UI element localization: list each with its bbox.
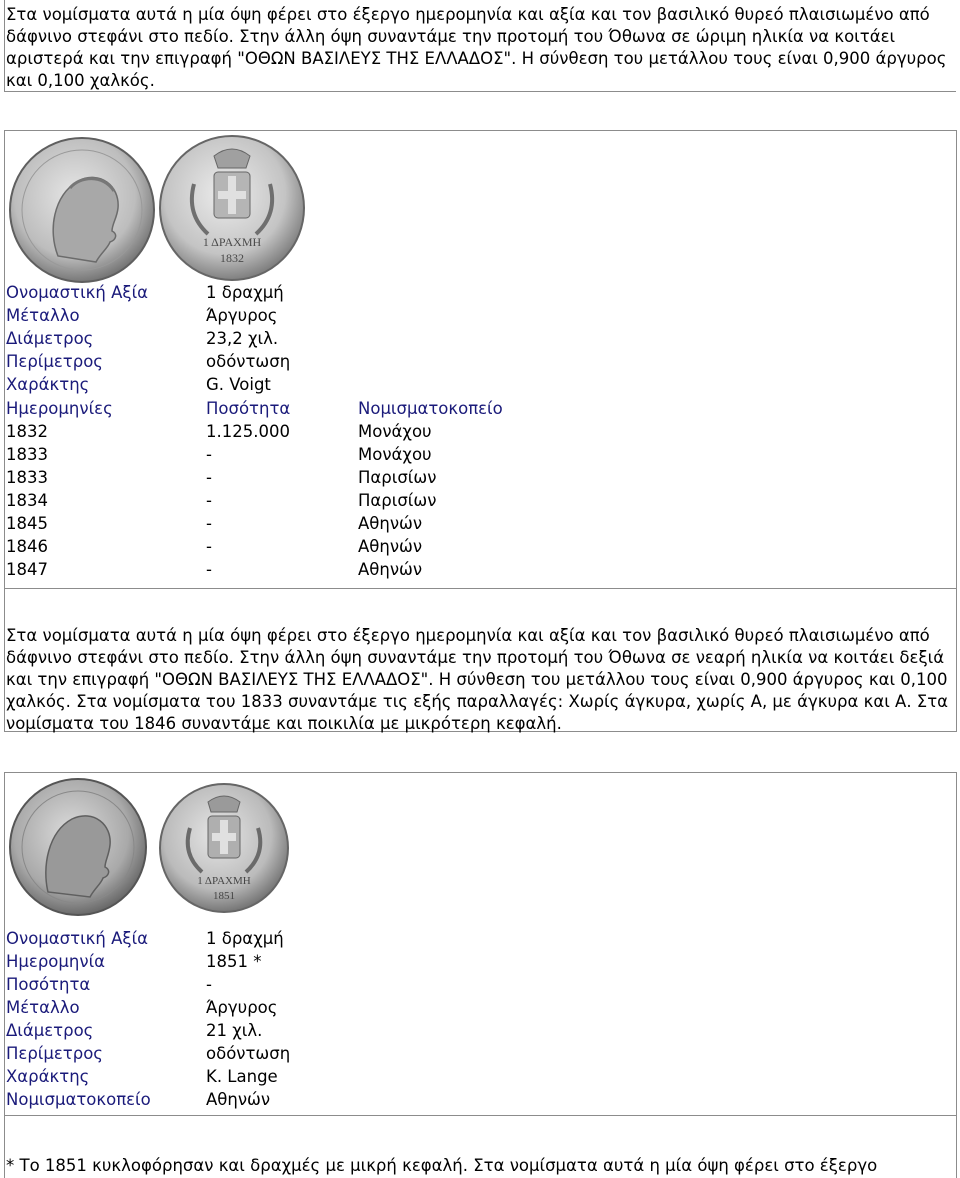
coin1-reverse-year: 1832 [220,251,244,265]
mint-date: 1834 [6,491,48,510]
coin2-props-label: Ονομαστική Αξία [6,929,149,948]
mint-date: 1845 [6,514,48,533]
coin1-props-label: Χαράκτης [6,375,90,394]
coin1-props-row [0,373,960,396]
coin1-props-label: Διάμετρος [6,329,94,348]
header-quantity: Ποσότητα [206,399,291,418]
mint-table-row [0,420,960,443]
coin2-reverse-image [158,782,290,914]
coin2-props-value: Αθηνών [206,1090,271,1109]
header-mint: Νομισματοκοπείο [358,399,503,418]
mint-table-row [0,512,960,535]
coin2-props-label: Χαράκτης [6,1067,90,1086]
coin2-props-row [0,950,960,973]
section-border [4,130,956,131]
coin1-props-label: Ονομαστική Αξία [6,283,149,302]
intro-paragraph: Στα νομίσματα αυτά η μία όψη φέρει στο έξεργο ημερομηνία και αξία και τον βασιλικό θυρεό πλαισιωμένο από δάφνινο στεφάνι στο πεδίο. Στην άλλη όψη συναντάμε την προτομή του Όθωνα σε ώριμη ηλικία να κοιτάει αριστερά και την επιγραφή "ΟΘΩΝ ΒΑΣΙΛΕΥΣ ΤΗΣ ΕΛΛΑΔΟΣ". Η σύνθεση του μετάλλου τους είναι 0,900 άργυρος και 0,100 χαλκός. [6,5,947,90]
coin1-props-row [0,350,960,373]
section-border [4,588,956,589]
table-border [4,91,956,92]
coin1-props-row [0,304,960,327]
coin2-props-row [0,1019,960,1042]
coin1-description: Στα νομίσματα αυτά η μία όψη φέρει στο έξεργο ημερομηνία και αξία και τον βασιλικό θυρεό πλαισιωμένο από δάφνινο στεφάνι στο πεδίο. Στην άλλη όψη συναντάμε την προτομή του Όθωνα σε νεαρή ηλικία να κοιτάει δεξιά και την επιγραφή "ΟΘΩΝ ΒΑΣΙΛΕΥΣ ΤΗΣ ΕΛΛΑΔΟΣ". Η σύνθεση του μετάλλου τους είναι 0,900 άργυρος και 0,100 χαλκός. Στα νομίσματα του 1833 συναντάμε τις εξής παραλλαγές: Χωρίς άγκυρα, χωρίς Α, με άγκυρα και Α. Στα νομίσματα του 1846 συναντάμε και ποικιλία με μικρότερη κεφαλή. [6,626,949,733]
coin2-props-label: Ποσότητα [6,975,91,994]
mint-quantity: - [206,468,212,487]
mint-quantity: 1.125.000 [206,422,290,441]
coin2-props-label: Νομισματοκοπείο [6,1090,151,1109]
mint-place: Αθηνών [358,537,423,556]
mint-date: 1846 [6,537,48,556]
coin2-props-row [0,927,960,950]
mint-place: Παρισίων [358,491,437,510]
section-border [4,1115,956,1116]
coin1-props-value: Άργυρος [206,306,278,325]
mint-quantity: - [206,445,212,464]
mint-place: Αθηνών [358,560,423,579]
coin1-props-value: οδόντωση [206,352,291,371]
coin2-props-row [0,1088,960,1111]
mint-place: Μονάχου [358,422,432,441]
mint-date: 1847 [6,560,48,579]
mint-table-row [0,558,960,581]
coin1-props-value: 23,2 χιλ. [206,329,279,348]
mint-table-row [0,535,960,558]
mint-place: Παρισίων [358,468,437,487]
coin1-props-row [0,281,960,304]
coin1-props-value: G. Voigt [206,375,271,394]
mint-table-row [0,443,960,466]
coin1-obverse-image [8,136,156,284]
mint-table-header [0,397,960,420]
section-border [4,772,956,773]
coin1-props-value: 1 δραχμή [206,283,284,302]
header-date: Ημερομηνίες [6,399,113,418]
coin2-reverse-year: 1851 [213,890,235,902]
coin2-props-value: οδόντωση [206,1044,291,1063]
coin2-props-value: K. Lange [206,1067,278,1086]
coin2-props-label: Περίμετρος [6,1044,103,1063]
coin1-props-row [0,327,960,350]
coin1-reverse-legend: 1 ΔΡΑΧΜΗ [202,235,262,249]
coin2-footnote: * Το 1851 κυκλοφόρησαν και δραχμές με μικρή κεφαλή. Στα νομίσματα αυτά η μία όψη φέρει στο έξεργο [6,1156,878,1175]
mint-quantity: - [206,491,212,510]
coin1-reverse-image [158,134,306,282]
coin2-props-value: 1851 * [206,952,262,971]
coin2-props-label: Μέταλλο [6,998,80,1017]
coin2-props-value: 1 δραχμή [206,929,284,948]
coin2-props-value: 21 χιλ. [206,1021,263,1040]
mint-table-row [0,466,960,489]
mint-date: 1832 [6,422,48,441]
coin2-props-row [0,973,960,996]
coin2-props-label: Ημερομηνία [6,952,106,971]
mint-place: Αθηνών [358,514,423,533]
mint-date: 1833 [6,445,48,464]
coin2-props-row [0,1042,960,1065]
table-border [4,0,5,92]
coin2-props-value: Άργυρος [206,998,278,1017]
mint-place: Μονάχου [358,445,432,464]
coin2-obverse-image [8,777,148,917]
coin2-reverse-legend: 1 ΔΡΑΧΜΗ [197,875,251,887]
coin2-props-row [0,996,960,1019]
coin2-props-label: Διάμετρος [6,1021,94,1040]
coin1-props-label: Περίμετρος [6,352,103,371]
coin2-props-value: - [206,975,212,994]
mint-quantity: - [206,514,212,533]
mint-quantity: - [206,560,212,579]
coin1-props-label: Μέταλλο [6,306,80,325]
mint-table-row [0,489,960,512]
mint-quantity: - [206,537,212,556]
coin2-props-row [0,1065,960,1088]
mint-date: 1833 [6,468,48,487]
